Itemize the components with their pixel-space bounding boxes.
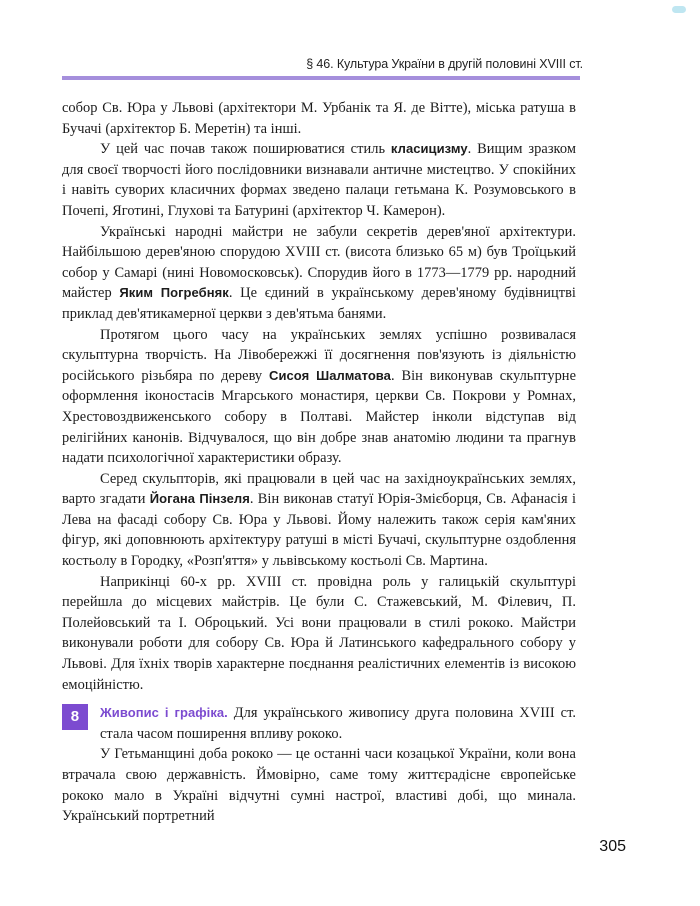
section-8-paragraph: У Гетьманщині доба рококо — це останні часи козацької України, коли вона втрачала свою державність. Ймовірно, саме тому життєрадісне європейське рококо мало в Україні відчутні сумні настрої, властиві добі, що минала. Український портретний — [62, 746, 576, 825]
main-text — [62, 98, 576, 827]
section-title: Живопис і графіка. — [100, 705, 228, 721]
paragraph-3: Українські народні майстри не забули секретів дерев'яної архітектури. Найбільшою дерев'яною спорудою XVIII ст. (висота близько 65 м) був Троїцький собор у Самарі (нині Новомосковськ). Спорудив його в 1773—1779 рр. народний майстер Яким Погребняк. Це єдиний в українському дерев'яному будівництві приклад дев'ятикамерної церкви з дев'ятьма банями. — [62, 223, 576, 322]
running-header: § 46. Культура України в другій половині XVIII ст. — [306, 57, 583, 71]
name-pohrebniak: Яким Погребняк — [119, 285, 229, 301]
name-shalmatov: Сисоя Шалматова — [269, 367, 391, 383]
page-number: 305 — [599, 838, 626, 855]
section-8 — [62, 703, 576, 827]
paragraph-2: У цей час почав також поширюватися стиль класицизму. Вищим зразком для своєї творчості його послідовники визнавали античне мистецтво. У спокійних і навіть суворих класичних формах зведено палаци гетьмана К. Розумовського в Почепі, Яготині, Глухові та Батурині (архітектор Ч. Камерон). — [62, 141, 576, 219]
term-classicism: класицизму — [390, 141, 468, 157]
header-rule — [62, 76, 580, 80]
paragraph-1: собор Св. Юра у Львові (архітектори М. Урбанік та Я. де Вітте), міська ратуша в Бучачі (архітектор Б. Меретін) та інші. — [62, 100, 576, 137]
corner-logo-mark — [672, 6, 686, 13]
paragraph-6: Наприкінці 60-х рр. XVIII ст. провідна роль у галицькій скульптурі перейшла до місцевих майстрів. Це були С. Стажевський, М. Філевич, П. Полейовський та І. Оброцький. Усі вони працювали в стилі рококо. Майстри виконували роботи для собору Св. Юра й Латинського кафедрального собору у Львові. Для їхніх творів характерне поєднання реалістичних елементів із високою емоційністю. — [62, 573, 576, 693]
paragraph-5: Серед скульпторів, які працювали в цей час на західноукраїнських землях, варто згадати Йогана Пінзеля. Він виконав статуї Юрія-Змієборця, Св. Афанасія і Лева на фасаді собору Св. Юра у Львові. Йому належить також серія кам'яних фігур, які доповнюють архітектуру ратуші в місті Бучачі, скульптурне оздоблення костьолу в Городку, «Розп'яття» у львівському костьолі Св. Мартина. — [62, 470, 576, 570]
section-number-badge: 8 — [62, 704, 88, 730]
paragraph-4: Протягом цього часу на українських землях успішно розвивалася скульптурна творчість. На Лівобережжі її досягнення пов'язують із діяльністю російського різьбяра по дереву Сисоя Шалматова. Він виконував скульптурне оформлення іконостасів Мгарського монастиря, церкви Св. Покрови у Ромнах, Хрестовоздвиженського собору в Полтаві. Майстер інколи відступав від релігійних канонів. Відчувалося, що він добре знав анатомію людини та прагнув надати психологічної характеристики образу. — [62, 326, 577, 467]
name-pinzel: Йогана Пінзеля — [149, 491, 250, 507]
section-8-intro: Живопис і графіка. Для українського живопису друга половина XVIII ст. стала часом поширення впливу рококо. — [100, 705, 576, 742]
